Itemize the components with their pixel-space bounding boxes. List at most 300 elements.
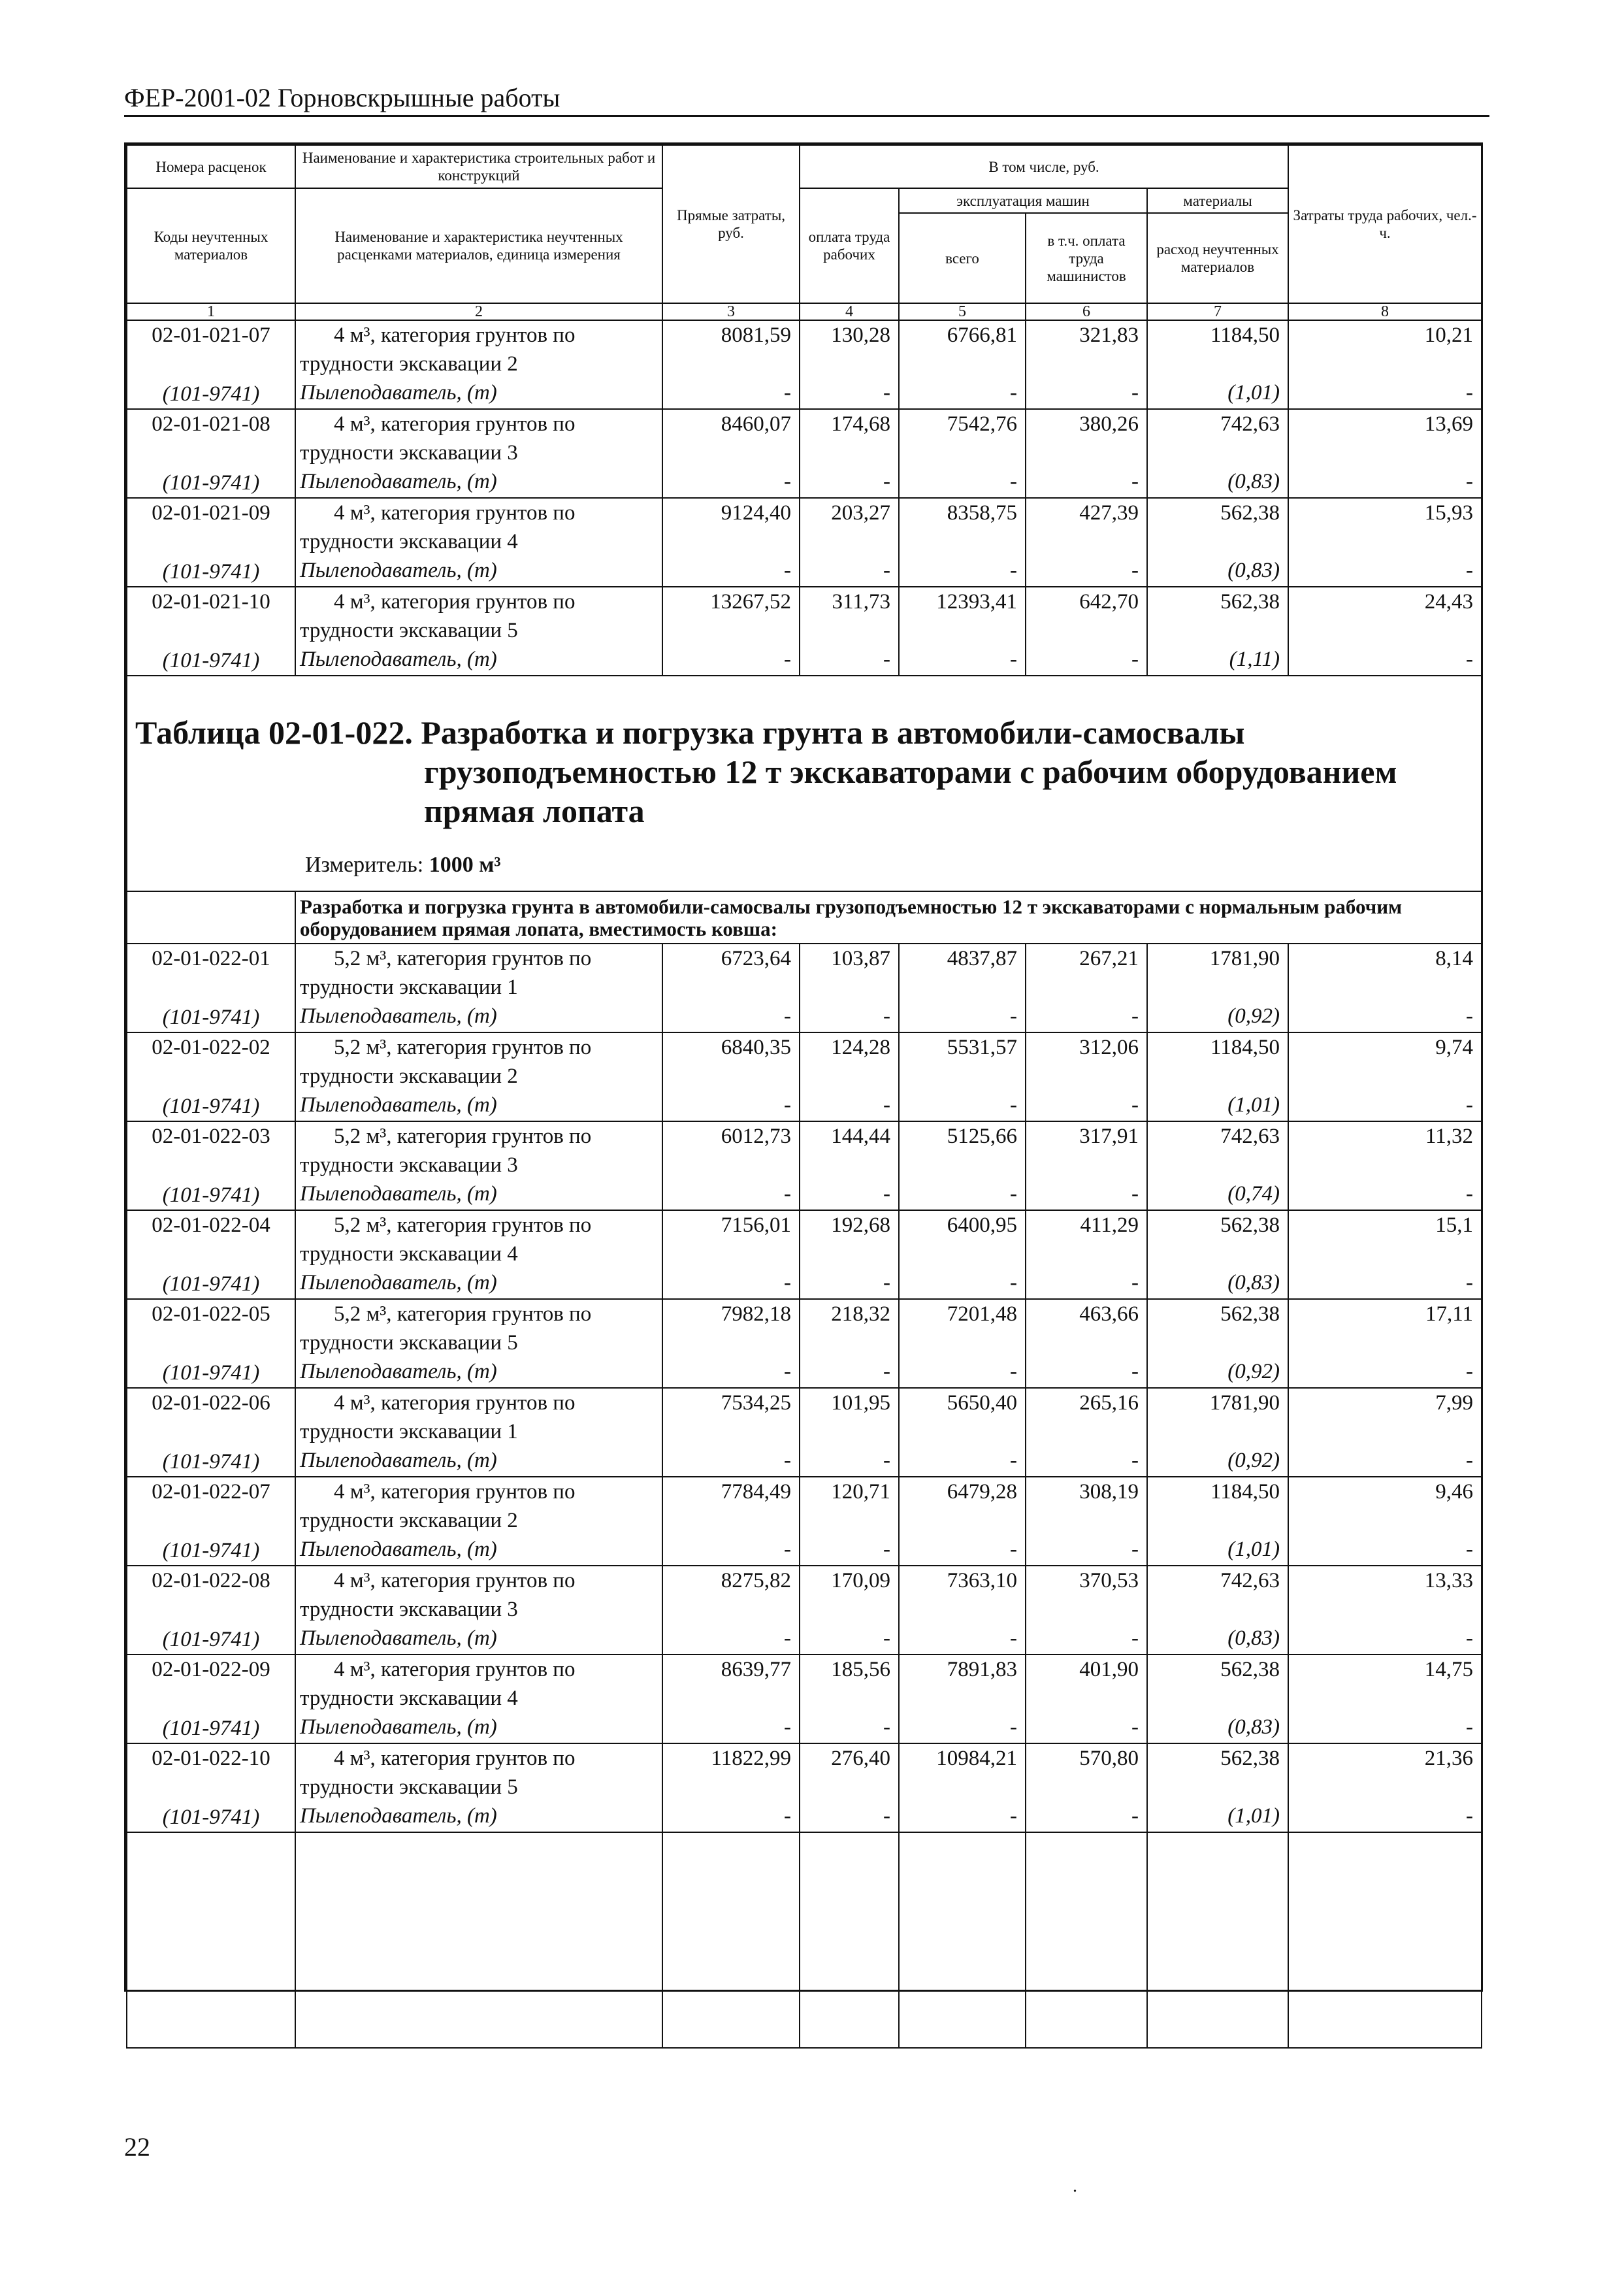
table-row: [127, 1121, 1482, 1210]
sub-value: -: [1131, 1360, 1139, 1383]
sub-value: -: [784, 1626, 791, 1650]
table-row: [127, 1477, 1482, 1566]
material-code: (101-9741): [162, 1450, 260, 1474]
sub-value: -: [1466, 1449, 1474, 1472]
sub-value: -: [1010, 381, 1017, 404]
material-code: (101-9741): [162, 560, 260, 584]
sub-value: (0,83): [1227, 559, 1280, 582]
material-name: Пылеподаватель, (т): [300, 1182, 497, 1206]
sub-value: (1,01): [1227, 381, 1280, 404]
description-line: 4 м³, категория грунтов по: [334, 1658, 576, 1681]
value-cell: [899, 587, 1026, 676]
sub-value: -: [1466, 470, 1474, 493]
value: 1184,50: [1210, 323, 1280, 347]
sub-value: (1,01): [1227, 1093, 1280, 1117]
value-cell: [1147, 1121, 1288, 1210]
value-cell: [1147, 1743, 1288, 1832]
value-cell: [1026, 1210, 1147, 1299]
value: 7784,49: [721, 1480, 791, 1504]
sub-value: -: [784, 1449, 791, 1472]
sub-value: -: [1010, 1182, 1017, 1206]
description-line: 5,2 м³, категория грунтов по: [334, 947, 592, 970]
sub-value: -: [1131, 1804, 1139, 1828]
table-row: [127, 320, 1482, 409]
rate-code: 02-01-022-09: [152, 1658, 270, 1681]
material-code: (101-9741): [162, 1628, 260, 1651]
sub-value: -: [1010, 1715, 1017, 1739]
sub-value: -: [883, 1449, 890, 1472]
material-name: Пылеподаватель, (т): [300, 1004, 497, 1028]
sub-value: -: [1131, 1626, 1139, 1650]
code-cell: [127, 1388, 295, 1477]
sub-value: -: [883, 1271, 890, 1294]
value-cell: [1026, 1121, 1147, 1210]
header-row-2: [127, 188, 1482, 213]
value: 11,32: [1425, 1125, 1474, 1148]
material-name: Пылеподаватель, (т): [300, 1715, 497, 1739]
page-header: ФЕР-2001-02 Горновскрышные работы: [124, 83, 560, 112]
value: 5531,57: [947, 1036, 1017, 1059]
value: 1781,90: [1209, 1391, 1280, 1415]
value: 9,46: [1435, 1480, 1474, 1504]
section-row: [127, 676, 1482, 891]
code-cell: [127, 944, 295, 1032]
material-code: (101-9741): [162, 1717, 260, 1740]
description-cell: [295, 1299, 662, 1388]
value: 562,38: [1220, 1658, 1280, 1681]
empty-cell: [899, 1832, 1026, 2048]
value: 276,40: [831, 1747, 890, 1770]
header-machines: эксплуатация машин: [899, 188, 1147, 213]
value-cell: [1026, 1477, 1147, 1566]
sub-value: -: [1466, 1538, 1474, 1561]
description-line: 4 м³, категория грунтов по: [334, 323, 576, 347]
rates-table: [126, 144, 1482, 2049]
value-cell: [899, 498, 1026, 587]
value: 185,56: [831, 1658, 890, 1681]
value-cell: [800, 944, 899, 1032]
value: 321,83: [1079, 323, 1139, 347]
value: 8639,77: [721, 1658, 791, 1681]
description-line: 4 м³, категория грунтов по: [334, 590, 576, 614]
description-line: трудности экскавации 3: [300, 1598, 518, 1621]
value-cell: [1147, 944, 1288, 1032]
empty-cell: [1026, 1832, 1147, 2048]
material-name: Пылеподаватель, (т): [300, 559, 497, 582]
value-cell: [800, 409, 899, 498]
value-cell: [1147, 1655, 1288, 1743]
value: 13,33: [1424, 1569, 1474, 1592]
rate-code: 02-01-022-10: [152, 1747, 270, 1770]
value: 21,36: [1424, 1747, 1474, 1770]
sub-value: -: [1010, 1271, 1017, 1294]
sub-value: -: [1131, 381, 1139, 404]
value-cell: [1288, 1032, 1482, 1121]
description-line: трудности экскавации 3: [300, 1153, 518, 1177]
description-line: трудности экскавации 4: [300, 530, 518, 553]
empty-cell: [800, 1832, 899, 2048]
description-line: трудности экскавации 5: [300, 1331, 518, 1355]
sub-value: -: [1010, 648, 1017, 671]
value-cell: [899, 320, 1026, 409]
value: 9,74: [1435, 1036, 1474, 1059]
sub-value: -: [883, 1004, 890, 1028]
description-line: трудности экскавации 2: [300, 352, 518, 376]
measure-value: 1000 м³: [429, 853, 501, 877]
rates-document: [124, 142, 1483, 1992]
sub-value: -: [1010, 470, 1017, 493]
value: 267,21: [1079, 947, 1139, 970]
sub-value: -: [1466, 1804, 1474, 1828]
sub-value: -: [1466, 1626, 1474, 1650]
sub-value: -: [1466, 1715, 1474, 1739]
rate-code: 02-01-022-02: [152, 1036, 270, 1059]
value-cell: [662, 498, 800, 587]
description-cell: [295, 1210, 662, 1299]
description-line: 4 м³, категория грунтов по: [334, 501, 576, 525]
value: 9124,40: [721, 501, 791, 525]
description-line: трудности экскавации 5: [300, 1775, 518, 1799]
value-cell: [1288, 1388, 1482, 1477]
value-cell: [1288, 1299, 1482, 1388]
sub-value: -: [1131, 559, 1139, 582]
value-cell: [800, 1566, 899, 1655]
sub-value: -: [1466, 648, 1474, 671]
value-cell: [662, 1655, 800, 1743]
page-number: 22: [124, 2132, 150, 2162]
rate-code: 02-01-022-07: [152, 1480, 270, 1504]
table-row: [127, 1743, 1482, 1832]
value-cell: [800, 1210, 899, 1299]
material-code: (101-9741): [162, 649, 260, 672]
col-number: 8: [1288, 303, 1482, 320]
value: 642,70: [1079, 590, 1139, 614]
value: 6479,28: [947, 1480, 1017, 1504]
table-row: [127, 498, 1482, 587]
value-cell: [1288, 1210, 1482, 1299]
value-cell: [662, 409, 800, 498]
table-row: [127, 1299, 1482, 1388]
table-row: [127, 1032, 1482, 1121]
sub-value: -: [1010, 1093, 1017, 1117]
value: 370,53: [1079, 1569, 1139, 1592]
rate-code: 02-01-021-07: [152, 323, 270, 347]
value-cell: [1147, 1210, 1288, 1299]
description-line: трудности экскавации 4: [300, 1687, 518, 1710]
value-cell: [1026, 587, 1147, 676]
value: 8275,82: [721, 1569, 791, 1592]
sub-value: -: [784, 1004, 791, 1028]
value: 7542,76: [947, 412, 1017, 436]
sub-value: (0,92): [1227, 1004, 1280, 1028]
description-line: 5,2 м³, категория грунтов по: [334, 1036, 592, 1059]
description-line: трудности экскавации 2: [300, 1064, 518, 1088]
value-cell: [662, 1032, 800, 1121]
value-cell: [800, 498, 899, 587]
sub-value: -: [1010, 1626, 1017, 1650]
value: 101,95: [831, 1391, 890, 1415]
sub-value: -: [1466, 559, 1474, 582]
code-cell: [127, 1743, 295, 1832]
value-cell: [899, 1299, 1026, 1388]
value-cell: [1026, 1566, 1147, 1655]
table-row: [127, 944, 1482, 1032]
value-cell: [1026, 944, 1147, 1032]
description-cell: [295, 498, 662, 587]
section-subheader: Разработка и погрузка грунта в автомобили-самосвалы грузоподъемностью 12 т экскаваторами с нормальным рабочим оборудованием прямая лопата, вместимость ковша:: [295, 891, 1482, 944]
value: 15,1: [1435, 1213, 1474, 1237]
empty-row: [127, 1832, 1482, 2048]
value: 120,71: [831, 1480, 890, 1504]
rate-code: 02-01-022-01: [152, 947, 270, 970]
description-line: 4 м³, категория грунтов по: [334, 1569, 576, 1592]
value-cell: [899, 1566, 1026, 1655]
value: 742,63: [1220, 1125, 1280, 1148]
section-title-line: прямая лопата: [424, 793, 645, 829]
value: 7363,10: [947, 1569, 1017, 1592]
value-cell: [899, 1477, 1026, 1566]
value: 17,11: [1425, 1302, 1474, 1326]
value: 10984,21: [936, 1747, 1017, 1770]
sub-value: -: [1010, 559, 1017, 582]
description-cell: [295, 1566, 662, 1655]
rate-code: 02-01-022-03: [152, 1125, 270, 1148]
description-line: трудности экскавации 2: [300, 1509, 518, 1532]
sub-value: -: [784, 1271, 791, 1294]
col-number: 4: [800, 303, 899, 320]
col-number: 5: [899, 303, 1026, 320]
sub-value: -: [784, 1715, 791, 1739]
code-cell: [127, 1121, 295, 1210]
sub-value: -: [1131, 1271, 1139, 1294]
value-cell: [662, 1477, 800, 1566]
value-cell: [899, 1121, 1026, 1210]
value-cell: [1147, 409, 1288, 498]
sub-value: -: [1131, 1004, 1139, 1028]
value-cell: [800, 1477, 899, 1566]
value: 562,38: [1220, 1302, 1280, 1326]
value-cell: [1026, 1743, 1147, 1832]
sub-value: -: [883, 381, 890, 404]
value: 218,32: [831, 1302, 890, 1326]
value: 427,39: [1079, 501, 1139, 525]
sub-value: -: [784, 559, 791, 582]
subheader-spacer: [127, 891, 295, 944]
description-cell: [295, 944, 662, 1032]
sub-value: (0,83): [1227, 1715, 1280, 1739]
value-cell: [1147, 1299, 1288, 1388]
description-line: 5,2 м³, категория грунтов по: [334, 1213, 592, 1237]
material-code: (101-9741): [162, 1272, 260, 1296]
rate-code: 02-01-021-08: [152, 412, 270, 436]
material-code: (101-9741): [162, 1095, 260, 1118]
code-cell: [127, 409, 295, 498]
value-cell: [1288, 409, 1482, 498]
value: 5650,40: [947, 1391, 1017, 1415]
value-cell: [662, 1388, 800, 1477]
value-cell: [1288, 1566, 1482, 1655]
value-cell: [800, 1743, 899, 1832]
sub-value: -: [1131, 1538, 1139, 1561]
value: 12393,41: [936, 590, 1017, 614]
value-cell: [662, 320, 800, 409]
value: 103,87: [831, 947, 890, 970]
section-title-line: грузоподъемностью 12 т экскаваторами с рабочим оборудованием: [424, 753, 1397, 790]
value-cell: [662, 1299, 800, 1388]
code-cell: [127, 320, 295, 409]
code-cell: [127, 498, 295, 587]
value: 203,27: [831, 501, 890, 525]
value: 4837,87: [947, 947, 1017, 970]
rate-code: 02-01-022-04: [152, 1213, 270, 1237]
sub-value: -: [1466, 381, 1474, 404]
header-row-1: [127, 145, 1482, 188]
value: 1184,50: [1210, 1036, 1280, 1059]
sub-value: -: [1466, 1360, 1474, 1383]
sub-value: -: [883, 1804, 890, 1828]
value: 13267,52: [710, 590, 791, 614]
header-col5: всего: [899, 213, 1026, 303]
value: 317,91: [1079, 1125, 1139, 1148]
table-row: [127, 1210, 1482, 1299]
material-name: Пылеподаватель, (т): [300, 1804, 497, 1828]
code-cell: [127, 1477, 295, 1566]
sub-value: -: [1131, 1449, 1139, 1472]
material-code: (101-9741): [162, 1539, 260, 1562]
description-line: трудности экскавации 5: [300, 619, 518, 642]
value: 6766,81: [947, 323, 1017, 347]
header-col2-bottom: Наименование и характеристика неучтенных расценками материалов, единица измерения: [295, 188, 662, 303]
section-title: [135, 713, 1473, 831]
value: 1781,90: [1209, 947, 1280, 970]
column-numbers-row: [127, 303, 1482, 320]
value: 562,38: [1220, 501, 1280, 525]
value-cell: [800, 1299, 899, 1388]
value-cell: [800, 1655, 899, 1743]
value: 1184,50: [1210, 1480, 1280, 1504]
value-cell: [1026, 498, 1147, 587]
value: 8081,59: [721, 323, 791, 347]
sub-value: -: [784, 381, 791, 404]
sub-value: (0,92): [1227, 1449, 1280, 1472]
value-cell: [662, 1121, 800, 1210]
sub-value: -: [1131, 1182, 1139, 1206]
code-cell: [127, 1299, 295, 1388]
sub-value: (1,01): [1227, 1804, 1280, 1828]
sub-value: (0,83): [1227, 1626, 1280, 1650]
value: 8460,07: [721, 412, 791, 436]
description-cell: [295, 587, 662, 676]
value-cell: [1288, 498, 1482, 587]
description-cell: [295, 1477, 662, 1566]
table-row: [127, 1388, 1482, 1477]
rate-code: 02-01-022-08: [152, 1569, 270, 1592]
material-name: Пылеподаватель, (т): [300, 648, 497, 671]
description-cell: [295, 1121, 662, 1210]
material-name: Пылеподаватель, (т): [300, 1538, 497, 1561]
sub-value: -: [1466, 1271, 1474, 1294]
description-cell: [295, 1032, 662, 1121]
value: 7982,18: [721, 1302, 791, 1326]
col-number: 6: [1026, 303, 1147, 320]
description-line: 5,2 м³, категория грунтов по: [334, 1302, 592, 1326]
page-dot: .: [1073, 2176, 1077, 2196]
value: 562,38: [1220, 1213, 1280, 1237]
header-materials: материалы: [1147, 188, 1288, 213]
value-cell: [1026, 1299, 1147, 1388]
value: 411,29: [1080, 1213, 1139, 1237]
table-row: [127, 587, 1482, 676]
material-name: Пылеподаватель, (т): [300, 1360, 497, 1383]
value: 5125,66: [947, 1125, 1017, 1148]
sub-value: -: [1131, 470, 1139, 493]
header-col6: в т.ч. оплата труда машинистов: [1026, 213, 1147, 303]
value: 192,68: [831, 1213, 890, 1237]
description-line: трудности экскавации 3: [300, 441, 518, 465]
value-cell: [662, 1566, 800, 1655]
material-code: (101-9741): [162, 1183, 260, 1207]
code-cell: [127, 1210, 295, 1299]
col-number: 2: [295, 303, 662, 320]
sub-value: -: [883, 559, 890, 582]
value: 7,99: [1435, 1391, 1474, 1415]
value: 144,44: [831, 1125, 890, 1148]
value-cell: [800, 1032, 899, 1121]
sub-value: -: [784, 1182, 791, 1206]
description-line: 4 м³, категория грунтов по: [334, 412, 576, 436]
code-cell: [127, 1566, 295, 1655]
col-number: 3: [662, 303, 800, 320]
code-cell: [127, 587, 295, 676]
value: 11822,99: [711, 1747, 791, 1770]
col-number: 7: [1147, 303, 1288, 320]
sub-value: -: [883, 648, 890, 671]
value: 562,38: [1220, 590, 1280, 614]
value: 311,73: [832, 590, 890, 614]
section-title-line: Таблица 02-01-022. Разработка и погрузка грунта в автомобили-самосвалы: [135, 714, 1245, 751]
value: 570,80: [1079, 1747, 1139, 1770]
rate-code: 02-01-021-10: [152, 590, 270, 614]
sub-value: -: [1010, 1360, 1017, 1383]
value: 7201,48: [947, 1302, 1017, 1326]
col-number: 1: [127, 303, 295, 320]
header-col7: расход неучтенных материалов: [1147, 213, 1288, 303]
header-col2-top: Наименование и характеристика строительных работ и конструкций: [295, 145, 662, 188]
value-cell: [662, 1743, 800, 1832]
material-code: (101-9741): [162, 471, 260, 495]
description-line: трудности экскавации 1: [300, 976, 518, 999]
value: 6840,35: [721, 1036, 791, 1059]
value: 130,28: [831, 323, 890, 347]
value-cell: [662, 944, 800, 1032]
empty-cell: [295, 1832, 662, 2048]
value: 265,16: [1079, 1391, 1139, 1415]
value: 170,09: [831, 1569, 890, 1592]
description-line: 4 м³, категория грунтов по: [334, 1480, 576, 1504]
value: 380,26: [1079, 412, 1139, 436]
sub-value: -: [1010, 1804, 1017, 1828]
sub-value: -: [1131, 1715, 1139, 1739]
value: 14,75: [1424, 1658, 1474, 1681]
subheader-row: [127, 891, 1482, 944]
table-row: [127, 1655, 1482, 1743]
measure-label: Измеритель:: [305, 853, 424, 877]
header-col8: Затраты труда рабочих, чел.-ч.: [1288, 145, 1482, 303]
description-line: 4 м³, категория грунтов по: [334, 1747, 576, 1770]
sub-value: -: [784, 1093, 791, 1117]
value: 24,43: [1424, 590, 1474, 614]
value-cell: [1026, 1388, 1147, 1477]
